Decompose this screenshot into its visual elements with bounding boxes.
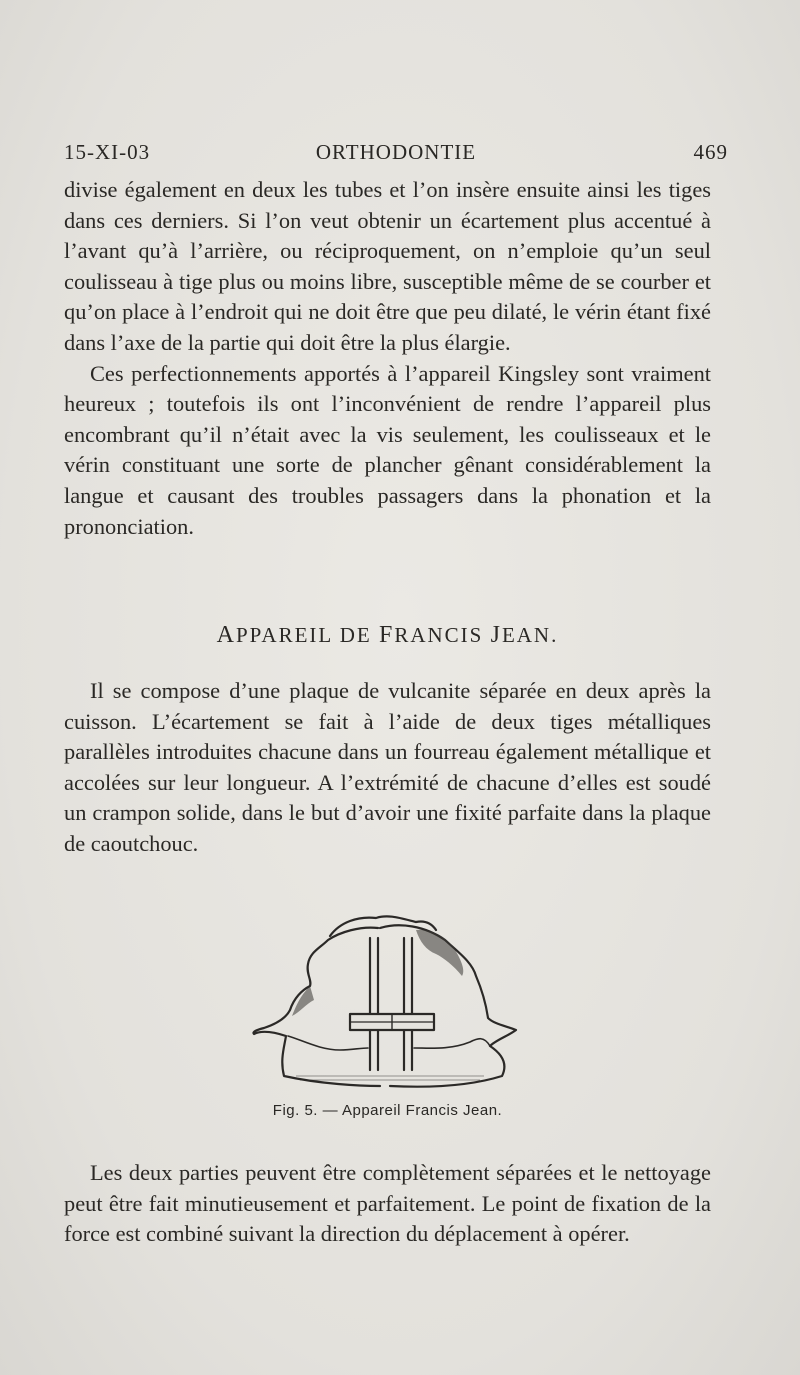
figure-caption: Fig. 5. — Appareil Francis Jean. — [272, 1102, 503, 1119]
heading-initial: J — [490, 622, 502, 648]
section-heading — [64, 622, 711, 649]
appliance-illustration — [240, 900, 540, 1100]
paragraph: divise également en deux les tubes et l’on insère ensuite ainsi les tiges dans ces derniers. Si l’on veut obtenir un écartement plus accentué à l’avant qu’à l’arrière, ou réciproquement, on n’emploie qu’un seul coulisseau à tige plus ou moins libre, susceptible même de se courber et qu’on place à l’endroit qui ne doit être que peu dilaté, le vérin étant fixé dans l’axe de la partie qui doit être la plus élargie. — [64, 177, 711, 355]
paragraph: Ces perfectionnements apportés à l’appareil Kingsley sont vraiment heureux ; toutefois ils ont l’inconvénient de rendre l’appareil plus encombrant qu’il n’était avec la vis seulement, les coulisseaux et le vérin constituant une sorte de plancher gênant considérablement la langue et causant des troubles passagers dans la phonation et la prononciation. — [64, 360, 711, 539]
heading-part: PPAREIL DE — [235, 623, 379, 647]
header-title: ORTHODONTIE — [315, 140, 477, 164]
heading-part: EAN. — [501, 623, 559, 647]
running-header — [64, 140, 728, 170]
body-text-bottom — [64, 1158, 711, 1250]
heading-initial: A — [216, 622, 236, 648]
heading-initial: F — [378, 622, 395, 648]
body-text-middle — [64, 676, 711, 860]
paragraph: Il se compose d’une plaque de vulcanite séparée en deux après la cuisson. L’écartement se fait à l’aide de deux tiges métalliques parallèles introduites chacune dans un fourreau également métallique et accolées sur leur longueur. A l’extrémité de chacune d’elles est soudé un crampon solide, dans le but d’avoir une fixité parfaite dans la plaque de caoutchouc. — [64, 678, 711, 856]
page-number: 469 — [693, 140, 728, 164]
paragraph: Les deux parties peuvent être complètement séparées et le nettoyage peut être fait minutieusement et parfaitement. Le point de fixation de la force est combiné suivant la direction du déplacement à opérer. — [64, 1160, 711, 1247]
heading-part: RANCIS — [394, 623, 491, 647]
body-text-top — [64, 175, 711, 542]
header-date: 15-XI-03 — [64, 140, 151, 164]
